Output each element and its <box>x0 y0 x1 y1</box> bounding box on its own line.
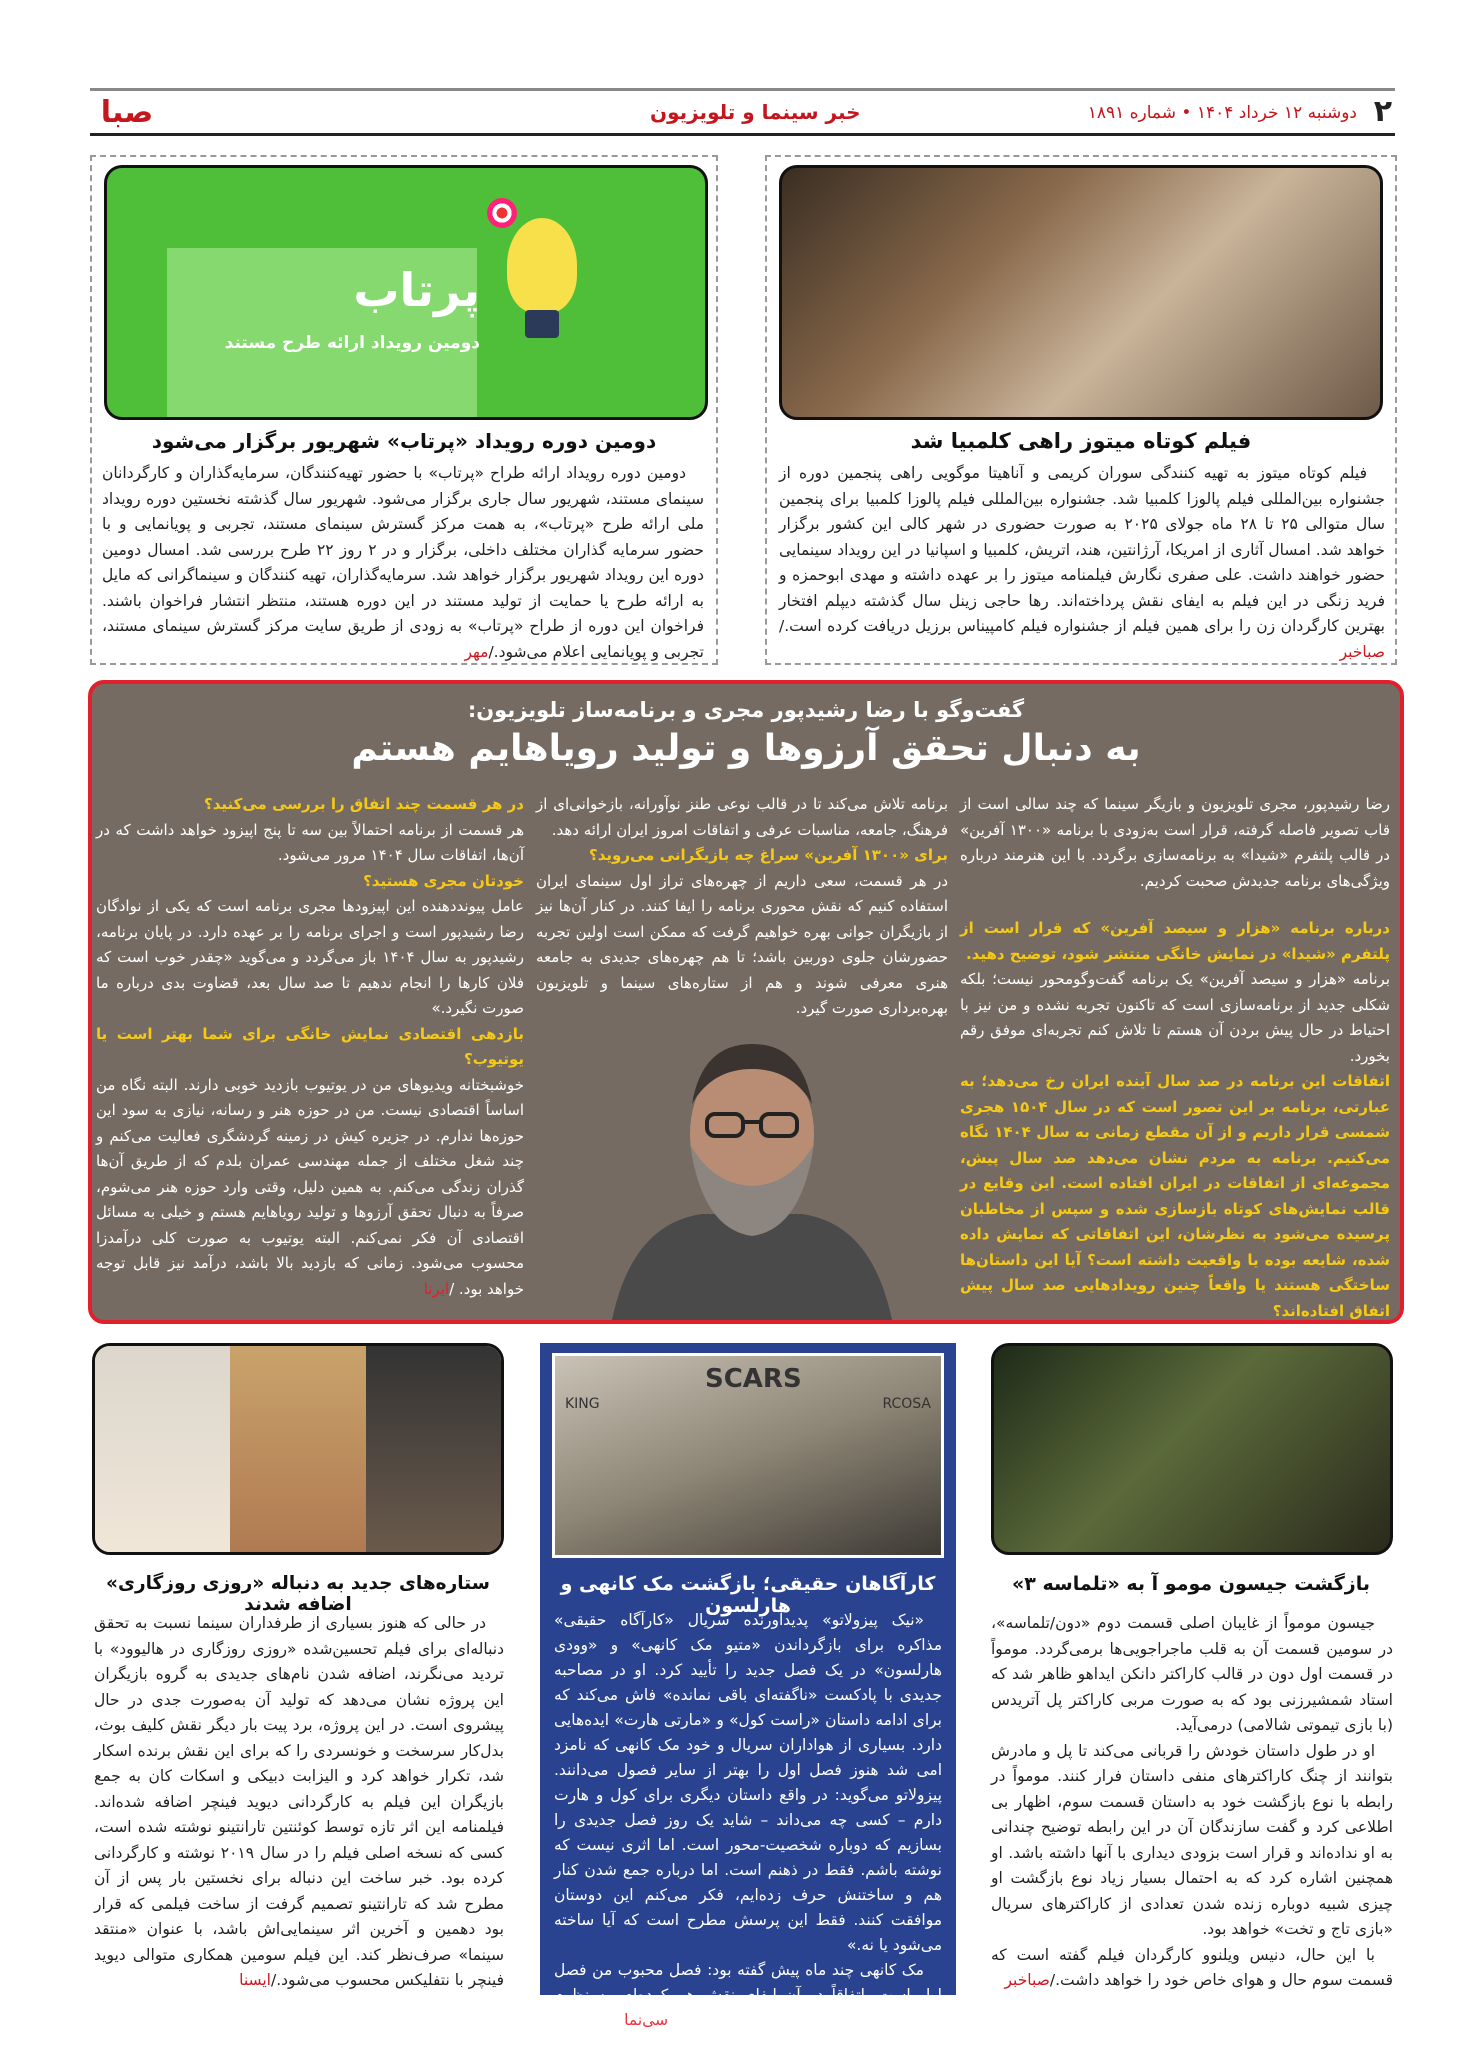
newspaper-logo <box>92 92 162 132</box>
headline: دومین دوره رویداد «پرتاب» شهریور برگزار می‌شود <box>151 429 657 453</box>
article-momoa <box>985 1343 1397 2003</box>
article-body <box>102 461 704 665</box>
article-body <box>94 1611 504 1994</box>
question: برای «۱۳۰۰ آفرین» سراغ چه بازیگرانی می‌روید؟ <box>589 846 948 864</box>
header-top-rule <box>90 88 1395 91</box>
source-credit: ایرنا <box>423 1279 450 1298</box>
partab-poster <box>104 165 708 420</box>
paragraph: با این حال، دنیس ویلنوو کارگردان فیلم گفته است که قسمت سوم حال و هوای خاص خود را خواهد داشت./ <box>991 1945 1393 1989</box>
svg-text:صبا: صبا <box>100 95 154 130</box>
question: در هر قسمت چند اتفاق را بررسی می‌کنید؟ <box>204 795 524 813</box>
bulb-base <box>525 310 559 338</box>
poster-subtitle: دومین رویداد ارائه طرح مستند <box>224 333 480 353</box>
interview-column-1 <box>960 792 1390 1324</box>
headline: کارآگاهان حقیقی؛ بازگشت مک کانهی و هارلسون <box>560 1573 936 1617</box>
section-title: خبر سینما و تلویزیون <box>650 100 861 124</box>
photo-sign-text: SCARS <box>705 1364 802 1394</box>
answer: عامل پیونددهنده این اپیزودها مجری برنامه است که یکی از نوادگان رضا رشیدپور است و اجرای برنامه را بر عهده دارد. در پایان برنامه، رشیدپور به سال ۱۴۰۴ باز می‌گردد و می‌گوید «چقدر خوب است که فلان کارها را انجام ندهیم تا صد سال بعد، قضاوت بدی درباره ما صورت نگیرد.» <box>96 897 524 1017</box>
dateline: دوشنبه ۱۲ خرداد ۱۴۰۴ • شماره ۱۸۹۱ <box>1087 103 1357 123</box>
interview-headline: به دنبال تحقق آرزوها و تولید رویاهایم هستم <box>351 728 1141 769</box>
paragraph: او در طول داستان خودش را قربانی می‌کند تا پل و مادرش بتوانند از چنگ کاراکترهای منفی داستان فرار کنند. مومواً در رابطه با نوع بازگشت خود به داستان قسمت سوم، اظهار بی اطلاعی کرد و گفت سازندگان آن در این رابطه توضیح چندانی به او نداده‌اند و قرار است بزودی دیداری با آنها داشته باشد. او همچنین اشاره کرد که به احتمال بسیار زیاد نوع بازگشت او چیزی شبیه دوباره زنده شدن تعدادی از کاراکترهای سریال «بازی تاج و تخت» خواهد بود. <box>991 1741 1393 1938</box>
answer: هر قسمت از برنامه احتمالاً بین سه تا پنج اپیزود خواهد داشت که در آن‌ها، اتفاقات سال ۱۴۰۴ مرور می‌شود. <box>96 820 524 864</box>
interview-column-2 <box>536 792 948 1022</box>
film-still-photo <box>779 165 1383 420</box>
article-partab <box>90 155 718 665</box>
interviewee-photo <box>592 1014 912 1320</box>
headline: بازگشت جیسون مومو آ به «تلماسه ۳» <box>1012 1573 1370 1595</box>
headline: فیلم کوتاه میتوز راهی کلمبیا شد <box>910 429 1252 453</box>
photo-sign-text: RCOSA <box>882 1396 931 1412</box>
cast-photos <box>92 1343 504 1555</box>
source-credit: ایسنا <box>239 1971 271 1989</box>
article-body <box>991 1611 1393 1994</box>
article-body <box>554 1608 942 2033</box>
interview-kicker: گفت‌وگو با رضا رشیدپور مجری و برنامه‌ساز تلویزیون: <box>467 698 1025 722</box>
actor-photo <box>95 1346 230 1552</box>
source-credit: سی‌نما <box>624 2011 669 2029</box>
body-text: دومین دوره رویداد ارائه طراح «پرتاب» با حضور تهیه‌کنندگان، سرمایه‌گذاران و کارگردانان سینمای مستند، شهریور سال جاری برگزار می‌شود. شهریور سال گذشته نخستین دوره رویداد ملی ارائه طرح «پرتاب»، به همت مرکز گسترش سینمای مستند، تجربی و پویانمایی و با حضور سرمایه گذاران مختلف داخلی، برگزار و در ۲ روز ۲۲ طرح بررسی شد. امسال دومین دوره این رویداد شهریور برگزار خواهد شد. سرمایه‌گذاران، تهیه کنندگان و سینماگرانی که مایل به ارائه طرح یا حمایت از تولید مستند در این دوره هستند، منتظر انتشار فراخوان باشند. فراخوان این دوره از طراح «پرتاب» به زودی از طریق سایت مرکز گسترش سینمای مستند، تجربی و پویانمایی اعلام می‌شود./ <box>102 464 704 661</box>
header-bottom-rule <box>90 133 1395 136</box>
photo-sign-text: KING <box>565 1396 600 1412</box>
source-credit: صباخبر <box>1339 642 1385 661</box>
intro-paragraph: رضا رشیدپور، مجری تلویزیون و بازیگر سینما که چند سالی است از قاب تصویر فاصله گرفته، قرار است به‌زودی با برنامه «۱۳۰۰ آفرین» در قالب پلتفرم «شیدا» به برنامه‌سازی برگردد. با این هنرمند درباره ویژگی‌های برنامه جدیدش صحبت کردیم. <box>960 795 1390 890</box>
answer: خوشبختانه ویدیوهای من در یوتیوب بازدید خوبی دارند. البته نگاه من اساساً اقتصادی نیست. من در حوزه هنر و رسانه، نیازی به سود این حوزه‌ها ندارم. در جزیره کیش در زمینه گردشگری فعالیت می‌کنم و چند شغل مختلف از جمله مهندسی عمران بلدم که از طریق آن‌ها گذران زندگی می‌کنم. به همین دلیل، وقتی وارد حوزه هنر می‌شوم، صرفاً به دنبال تحقق آرزوها و تولید رویاهایم هستم و خیلی به مسائل اقتصادی آن فکر نمی‌کنم. البته یوتیوب به صورت کلی درآمدزا محسوب می‌شود. زمانی که بازدید بالا باشد، درآمد نیز قابل توجه خواهد بود. / <box>96 1075 524 1298</box>
true-detective-photo <box>552 1353 944 1558</box>
paragraph: مک کانهی چند ماه پیش گفته بود: فصل محبوب من فصل اول است. اتفاقاً در آن ایفای نقش هم کرده‌ام، به نظرم سریال بسیار بسیار بی‌نظیر و خوبی است./ <box>554 1961 942 2029</box>
article-mitoz <box>765 155 1397 665</box>
paragraph: در حالی که هنوز بسیاری از طرفداران سینما نسبت به تحقق دنباله‌ای برای فیلم تحسین‌شده «روزی روزگاری در هالیوود» با تردید می‌نگرند، اضافه شدن نام‌های جدیدی به گروه بازیگران این پروژه نشان می‌دهد که تولید آن به‌صورت جدی در حال پیشروی است. در این پروژه، برد پیت بار دیگر نقش کلیف بوث، بدل‌کار سرسخت و خونسردی را که برای این نقش برنده اسکار شد، تکرار خواهد کرد و الیزابت دبیکی و اسکات کان به جمع بازیگران این فیلم به کارگردانی دیوید فینچر اضافه شده‌اند. فیلمنامه این اثر تازه توسط کوئنتین تارانتینو نوشته شده است، کسی که نسخه اصلی فیلم را در سال ۲۰۱۹ نوشته و کارگردانی کرده بود. خبر ساخت این دنباله برای نخستین بار پس از آن مطرح شد که تارانتینو تصمیم گرفت از ساخت فیلمی که قرار بود دهمین و آخرین اثر سینمایی‌اش باشد، با عنوان «منتقد سینما» صرف‌نظر کند. این فیلم سومین همکاری متوالی دیوید فینچر با نتفلیکس محسوب می‌شود./ <box>94 1614 504 1989</box>
poster-title: پرتاب <box>353 263 480 317</box>
target-icon <box>487 198 517 228</box>
question: درباره برنامه «هزار و سیصد آفرین» که قرار است از پلتفرم «شیدا» در نمایش خانگی منتشر شود، توضیح دهید. <box>960 919 1390 963</box>
article-body <box>779 461 1385 665</box>
paragraph: جیسون مومواً از غایبان اصلی قسمت دوم «دون/تلماسه»، در سومین قسمت آن به قلب ماجراجویی‌ها برمی‌گردد. مومواً در قسمت اول دون در قالب کاراکتر دانکن ایداهو ظاهر شد که استاد شمشیرزنی بود که به صورت مربی کاراکتر پل آتریدس (با بازی تیموتی شالامی) درمی‌آید. <box>991 1614 1393 1734</box>
headline: ستاره‌های جدید به دنباله «روزی روزگاری» اضافه شدند <box>106 1573 490 1615</box>
interview-column-3 <box>96 792 524 1302</box>
answer: برنامه تلاش می‌کند تا در قالب نوعی طنز نوآورانه، بازخوانی‌ای از فرهنگ، جامعه، مناسبات عرفی و اتفاقات امروز ایران ارائه دهد. <box>536 795 948 839</box>
source-credit: صباخبر <box>1004 1971 1050 1989</box>
actor-photo <box>230 1346 365 1552</box>
article-true-detective <box>540 1343 956 2029</box>
question: بازدهی اقتصادی نمایش خانگی برای شما بهتر است یا یوتیوب؟ <box>96 1024 524 1068</box>
lightbulb-icon <box>507 218 577 313</box>
question: اتفاقات این برنامه در صد سال آینده ایران رخ می‌دهد؛ به عبارتی، برنامه بر این تصور است که در سال ۱۵۰۴ هجری شمسی قرار داریم و از آن مقطع زمانی به سال ۱۴۰۴ نگاه می‌کنیم. برنامه به مردم نشان می‌دهد صد سال پیش، مجموعه‌ای از اتفاقات در ایران افتاده است. این وقایع در قالب نمایش‌های کوتاه بازسازی شده و سپس از مخاطبان پرسیده می‌شود به نظرشان، این اتفاقاتی که نمایش داده شده، شایعه بوده یا واقعیت داشته است؟ آیا این داستان‌ها ساختگی هستند یا واقعاً چنین رویدادهایی صد سال پیش اتفاق افتاده‌اند؟ <box>960 1072 1390 1320</box>
page-number: ۲ <box>1373 94 1392 129</box>
article-once-upon-a-time <box>88 1343 508 2003</box>
question: خودتان مجری هستید؟ <box>363 871 524 890</box>
paragraph: «نیک پیزولاتو» پدیدآورنده سریال «کارآگاه حقیقی» مذاکره برای بازگرداندن «متیو مک کانهی» و «وودی هارلسون» در یک فصل جدید را تأیید کرد. او در مصاحبه جدیدی با پادکست «ناگفته‌ای باقی نمانده» فاش می‌کند که برای ادامه داستان «راست کول» و «مارتی هارت» ایده‌هایی دارد. بسیاری از هواداران سریال و خود مک کانهی که نامزد امی شد هنوز فصل اول را بهتر از سایر فصول می‌دانند. پیزولاتو می‌گوید: در واقع داستان دیگری برای کول و هارت دارم – کسی چه می‌داند – شاید یک روز فصل جدیدی را بسازیم که دوباره شخصیت-محور است. اما اثری نیست که نوشته باشم. فقط در ذهنم است. اما درباره جمع شدن کنار هم و ساختنش حرف زده‌ایم، فکر می‌کنم این دوستان موافقت کنند. فقط این پرسش مطرح است که آیا ساخته می‌شود یا نه.» <box>554 1611 942 1954</box>
interview-box <box>88 680 1404 1324</box>
dune-still-photo <box>991 1343 1393 1555</box>
body-text: فیلم کوتاه میتوز به تهیه کنندگی سوران کریمی و آناهیتا موگویی راهی پنجمین دوره از جشنواره بین‌المللی فیلم پالوزا کلمبیا شد. جشنواره بین‌المللی فیلم پالوزا کلمبیا برای پنجمین سال متوالی ۲۵ تا ۲۸ ماه جولای ۲۰۲۵ به صورت حضوری در شهر کالی این کشور برگزار خواهد شد. امسال آثاری از امریکا، آرژانتین، هند، اتریش، کلمبیا و اسپانیا در این رویداد سینمایی حضور خواهند داشت. علی صفری نگارش فیلمنامه میتوز را بر عهده داشته و مهدی ابوحمزه و فرید زنگی در این فیلم به ایفای نقش پرداخته‌اند. رها حاجی زینل سال گذشته دیپلم افتخار بهترین کارگردان زن را برای همین فیلم از جشنواره فیلم کامپیناس برزیل دریافت کرده است./ <box>779 464 1386 635</box>
answer: در هر قسمت، سعی داریم از چهره‌های تراز اول سینمای ایران استفاده کنیم که نقش محوری برنامه را ایفا کنند. در کنار آن‌ها نیز از بازیگران جوانی بهره خواهیم گرفت که ممکن است اولین تجربه حضورشان جلوی دوربین باشد؛ تا هم چهره‌های جدیدی به جامعه هنری معرفی شوند و هم از ستاره‌های سینما و تلویزیون بهره‌برداری صورت گیرد. <box>536 871 948 1017</box>
actor-photo <box>366 1346 501 1552</box>
source-credit: مهر <box>464 642 489 661</box>
answer: برنامه «هزار و سیصد آفرین» یک برنامه گفت‌وگومحور نیست؛ بلکه شکلی جدید از برنامه‌سازی است که تاکنون تجربه نشده و من نیز با احتیاط در حال پیش بردن آن هستم تا تلاش کنم تجربه‌ای موفق رقم بخورد. <box>960 970 1390 1065</box>
